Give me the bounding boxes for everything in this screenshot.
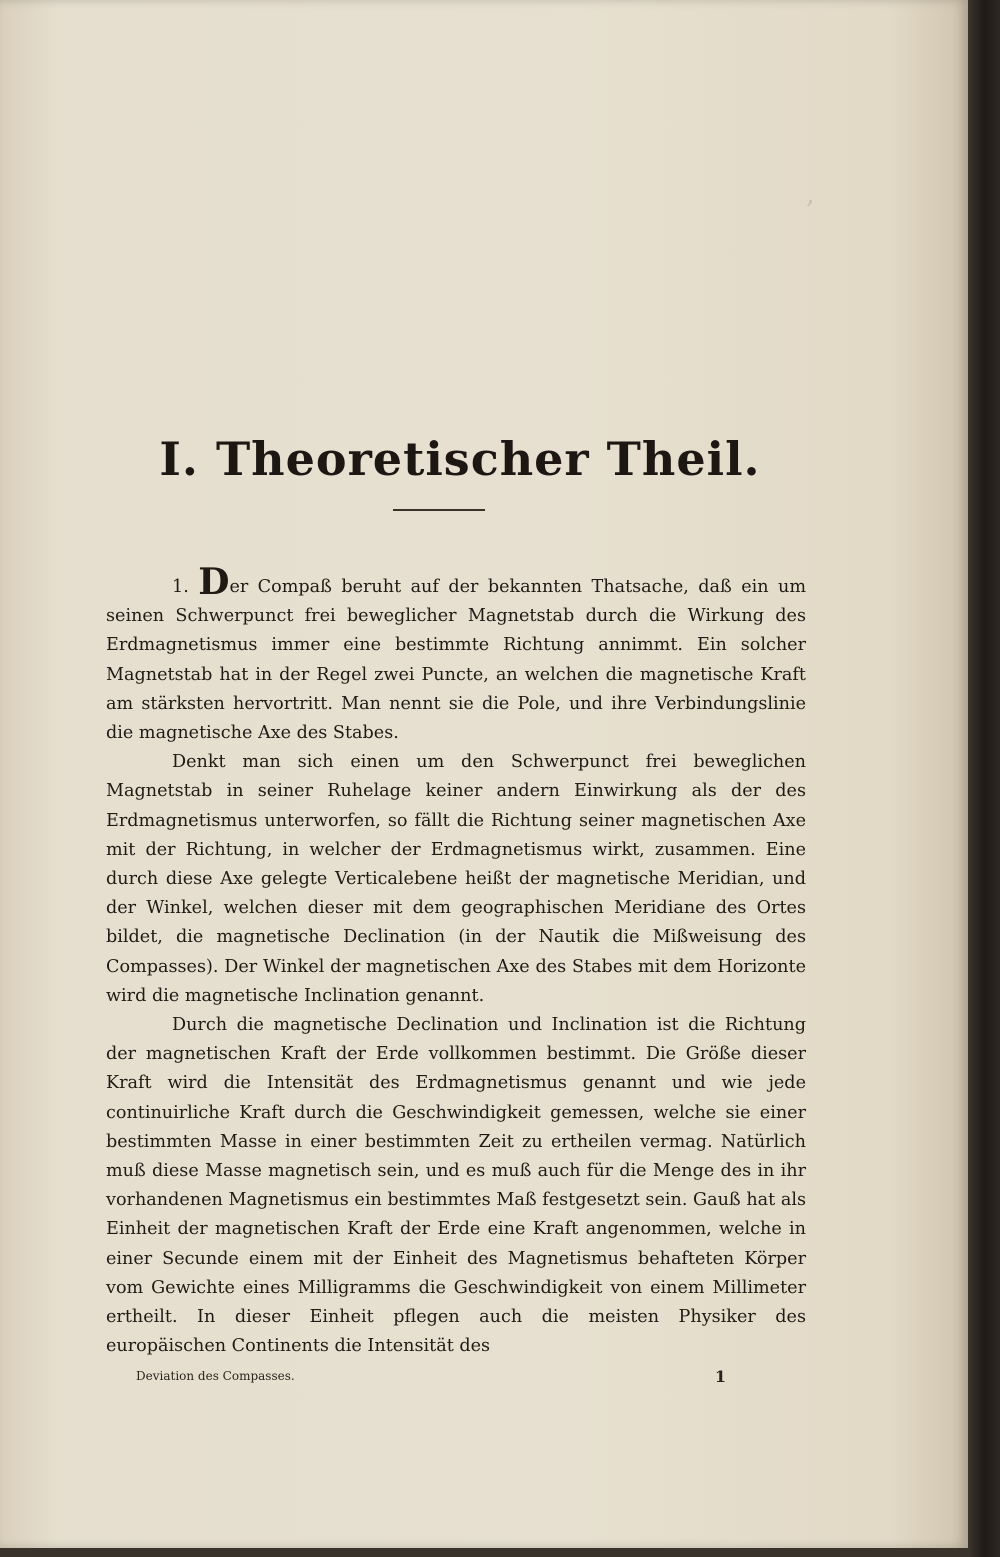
- paragraph-text: Durch die magnetische Declination und Inclination ist die Richtung der magnetischen Kraft der Erde vollkommen bestimmt. Die Größe dieser Kraft wird die Intensität des Erdmagnetismus genannt und wie jede continuirliche Kraft durch die Geschwindigkeit gemessen, welche sie einer bestimmten Masse in einer bestimmten Zeit zu ertheilen vermag. Natürlich muß diese Masse magnetisch sein, und es muß auch für die Menge des in ihr vorhandenen Magnetismus ein bestimmtes Maß festgesetzt sein. Gauß hat als Einheit der magnetischen Kraft der Erde eine Kraft angenommen, welche in einer Secunde einem mit der Einheit des Magnetismus behafteten Körper vom Gewichte eines Milligramms die Geschwindigkeit von einem Millimeter ertheilt. In dieser Einheit pflegen auch die meisten Physiker des europäischen Continents die Intensität des: [106, 1015, 806, 1357]
- binding-edge: [968, 0, 1000, 1557]
- paragraph-2: [106, 748, 806, 1011]
- body-text: [106, 561, 806, 1361]
- signature-line: Deviation des Compasses.: [136, 1369, 295, 1383]
- paragraph-number: 1.: [172, 577, 189, 597]
- paragraph-text: er Compaß beruht auf der bekannten Thatsache, daß ein um seinen Schwerpunct frei beweglicher Magnetstab durch die Wirkung des Erdmagnetismus immer eine bestimmte Richtung annimmt. Ein solcher Magnetstab hat in der Regel zwei Puncte, an welchen die magnetische Kraft am stärksten hervortritt. Man nennt sie die Pole, und ihre Verbindungslinie die magnetische Axe des Stabes.: [106, 577, 806, 744]
- section-title: I. Theoretischer Theil.: [159, 432, 761, 486]
- show-through-mark: ‚: [806, 180, 815, 210]
- paragraph-text: Denkt man sich einen um den Schwerpunct frei beweglichen Magnetstab in seiner Ruhelage keiner andern Einwirkung als der des Erdmagnetismus unterworfen, so fällt die Richtung seiner magnetischen Axe mit der Richtung, in welcher der Erdmagnetismus wirkt, zusammen. Eine durch diese Axe gelegte Verticalebene heißt der magnetische Meridian, und der Winkel, welchen dieser mit dem geographischen Meridiane des Ortes bildet, die magnetische Declination (in der Nautik die Mißweisung des Compasses). Der Winkel der magnetischen Axe des Stabes mit dem Horizonte wird die magnetische Inclination genannt.: [106, 752, 806, 1006]
- page-footer: [136, 1369, 726, 1389]
- paragraph-1: [106, 561, 806, 748]
- drop-cap: D: [198, 561, 230, 603]
- sheet-number: 1: [714, 1367, 726, 1386]
- bottom-edge: [0, 1548, 968, 1557]
- title-rule: [393, 509, 485, 511]
- paragraph-3: [106, 1011, 806, 1361]
